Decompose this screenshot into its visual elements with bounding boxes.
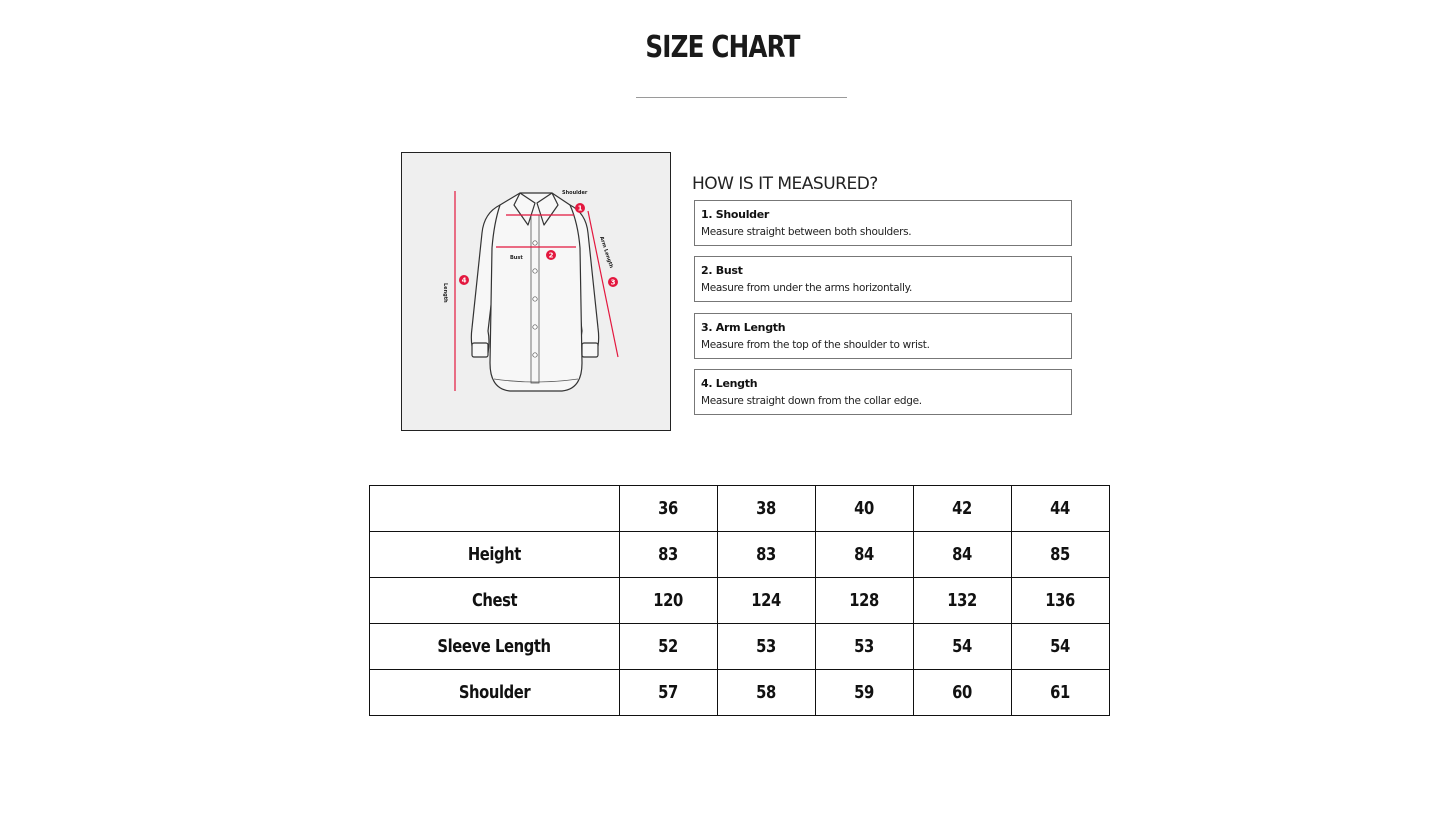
table-cell: 61: [1012, 670, 1110, 716]
size-header-cell: 36: [620, 486, 718, 532]
size-header-cell: 44: [1012, 486, 1110, 532]
measure-box-shoulder: [694, 200, 1072, 246]
marker-3-label: 3: [610, 278, 616, 287]
marker-1-label: 1: [577, 204, 583, 213]
measure-box-arm-length: [694, 313, 1072, 359]
measure-title: 3. Arm Length: [701, 321, 786, 334]
table-cell: 85: [1012, 532, 1110, 578]
row-label: Shoulder: [370, 670, 620, 716]
table-cell: 120: [620, 578, 718, 624]
table-cell: 84: [914, 532, 1012, 578]
table-cell: 54: [1012, 624, 1110, 670]
table-corner-cell: [370, 486, 620, 532]
right-cuff-shape: [582, 343, 598, 357]
table-cell: 132: [914, 578, 1012, 624]
table-cell: 54: [914, 624, 1012, 670]
shoulder-label: Shoulder: [562, 190, 588, 196]
title-divider: [636, 97, 847, 98]
shirt-body-shape: [490, 193, 582, 391]
page-title: SIZE CHART: [645, 30, 800, 65]
table-cell: 84: [816, 532, 914, 578]
table-row: [370, 670, 1110, 716]
marker-4-label: 4: [461, 276, 467, 285]
measure-description: Measure from the top of the shoulder to wrist.: [701, 339, 930, 351]
size-header-cell: 38: [718, 486, 816, 532]
table-row: [370, 578, 1110, 624]
measure-description: Measure straight between both shoulders.: [701, 226, 912, 238]
table-cell: 60: [914, 670, 1012, 716]
table-cell: 83: [718, 532, 816, 578]
table-cell: 52: [620, 624, 718, 670]
arm-length-label: Arm Length: [598, 235, 614, 269]
size-header-cell: 40: [816, 486, 914, 532]
size-table: [369, 485, 1110, 716]
table-cell: 128: [816, 578, 914, 624]
table-cell: 57: [620, 670, 718, 716]
measure-title: 2. Bust: [701, 264, 743, 277]
measure-box-bust: [694, 256, 1072, 302]
table-header-row: [370, 486, 1110, 532]
row-label: Sleeve Length: [370, 624, 620, 670]
table-cell: 83: [620, 532, 718, 578]
table-cell: 53: [816, 624, 914, 670]
table-cell: 136: [1012, 578, 1110, 624]
row-label: Height: [370, 532, 620, 578]
row-label: Chest: [370, 578, 620, 624]
measure-title: 4. Length: [701, 377, 758, 390]
length-label: Length: [442, 283, 448, 303]
table-cell: 58: [718, 670, 816, 716]
size-header-cell: 42: [914, 486, 1012, 532]
table-cell: 59: [816, 670, 914, 716]
table-row: [370, 532, 1110, 578]
shirt-measurement-diagram: [401, 152, 671, 431]
measure-description: Measure from under the arms horizontally.: [701, 282, 913, 294]
measure-box-length: [694, 369, 1072, 415]
left-cuff-shape: [472, 343, 488, 357]
table-cell: 124: [718, 578, 816, 624]
table-row: [370, 624, 1110, 670]
marker-2-label: 2: [548, 251, 554, 260]
measure-title: 1. Shoulder: [701, 208, 770, 221]
how-measured-heading: HOW IS IT MEASURED?: [692, 174, 878, 194]
bust-label: Bust: [510, 255, 523, 261]
table-cell: 53: [718, 624, 816, 670]
measure-description: Measure straight down from the collar edge.: [701, 395, 922, 407]
shirt-illustration: [402, 153, 670, 430]
